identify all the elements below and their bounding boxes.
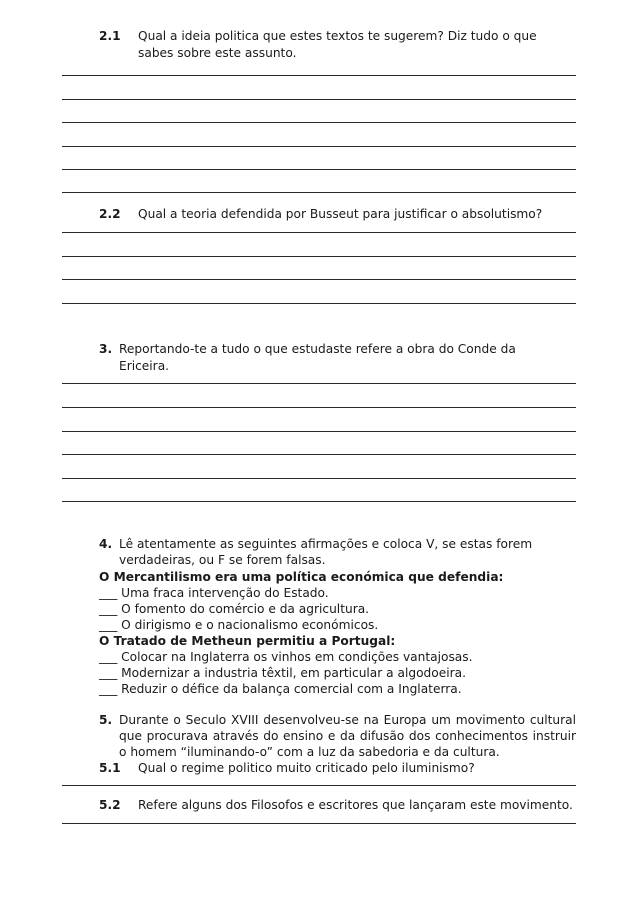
answer-line[interactable] bbox=[62, 192, 576, 193]
question-4-line-1: Lê atentamente as seguintes afirmações e coloca V, se estas forem bbox=[119, 537, 533, 551]
question-5-line-3: o homem “iluminando-o” com a luz da sabedoria e da cultura. bbox=[119, 745, 500, 759]
question-5-line-2: que procurava através do ensino e da difusão dos conhecimentos instruir bbox=[119, 729, 576, 743]
question-5-2-number: 5.2 bbox=[99, 798, 121, 812]
true-false-item[interactable]: ___ O dirigismo e o nacionalismo económicos. bbox=[99, 618, 379, 632]
answer-line[interactable] bbox=[62, 232, 576, 233]
true-false-item[interactable]: ___ Colocar na Inglaterra os vinhos em condições vantajosas. bbox=[99, 650, 473, 664]
answer-line[interactable] bbox=[62, 407, 576, 408]
answer-line[interactable] bbox=[62, 383, 576, 384]
question-3-line-1: Reportando-te a tudo o que estudaste refere a obra do Conde da bbox=[119, 342, 516, 356]
question-5-1-number: 5.1 bbox=[99, 761, 121, 775]
question-2-1-number: 2.1 bbox=[99, 29, 121, 43]
true-false-item[interactable]: ___ O fomento do comércio e da agricultura. bbox=[99, 602, 370, 616]
question-5-2-text: Refere alguns dos Filosofos e escritores que lançaram este movimento. bbox=[138, 798, 573, 812]
mercantilismo-heading: O Mercantilismo era uma política económica que defendia: bbox=[99, 570, 504, 584]
answer-line[interactable] bbox=[62, 99, 576, 100]
question-4-number: 4. bbox=[99, 537, 113, 551]
tratado-metheun-heading: O Tratado de Metheun permitiu a Portugal: bbox=[99, 634, 396, 648]
question-4-line-2: verdadeiras, ou F se forem falsas. bbox=[119, 553, 326, 567]
answer-line[interactable] bbox=[62, 122, 576, 123]
question-5-number: 5. bbox=[99, 713, 113, 727]
answer-line[interactable] bbox=[62, 478, 576, 479]
answer-line[interactable] bbox=[62, 75, 576, 76]
answer-line[interactable] bbox=[62, 146, 576, 147]
question-5-1-text: Qual o regime politico muito criticado pelo iluminismo? bbox=[138, 761, 475, 775]
answer-line[interactable] bbox=[62, 501, 576, 502]
answer-line[interactable] bbox=[62, 454, 576, 455]
answer-line[interactable] bbox=[62, 279, 576, 280]
question-5-line-1: Durante o Seculo XVIII desenvolveu-se na Europa um movimento cultural bbox=[119, 713, 576, 727]
question-2-2-text: Qual a teoria defendida por Busseut para justificar o absolutismo? bbox=[138, 207, 543, 221]
true-false-item[interactable]: ___ Uma fraca intervenção do Estado. bbox=[99, 586, 329, 600]
true-false-item[interactable]: ___ Reduzir o défice da balança comercial com a Inglaterra. bbox=[99, 682, 462, 696]
answer-line[interactable] bbox=[62, 823, 576, 824]
question-3-number: 3. bbox=[99, 342, 113, 356]
answer-line[interactable] bbox=[62, 256, 576, 257]
true-false-item[interactable]: ___ Modernizar a industria têxtil, em particular a algodoeira. bbox=[99, 666, 466, 680]
question-2-1-line-1: Qual a ideia politica que estes textos te sugerem? Diz tudo o que bbox=[138, 29, 537, 43]
answer-line[interactable] bbox=[62, 303, 576, 304]
question-2-1-line-2: sabes sobre este assunto. bbox=[138, 46, 297, 60]
answer-line[interactable] bbox=[62, 169, 576, 170]
question-3-line-2: Ericeira. bbox=[119, 359, 170, 373]
answer-line[interactable] bbox=[62, 431, 576, 432]
answer-line[interactable] bbox=[62, 785, 576, 786]
question-2-2-number: 2.2 bbox=[99, 207, 121, 221]
